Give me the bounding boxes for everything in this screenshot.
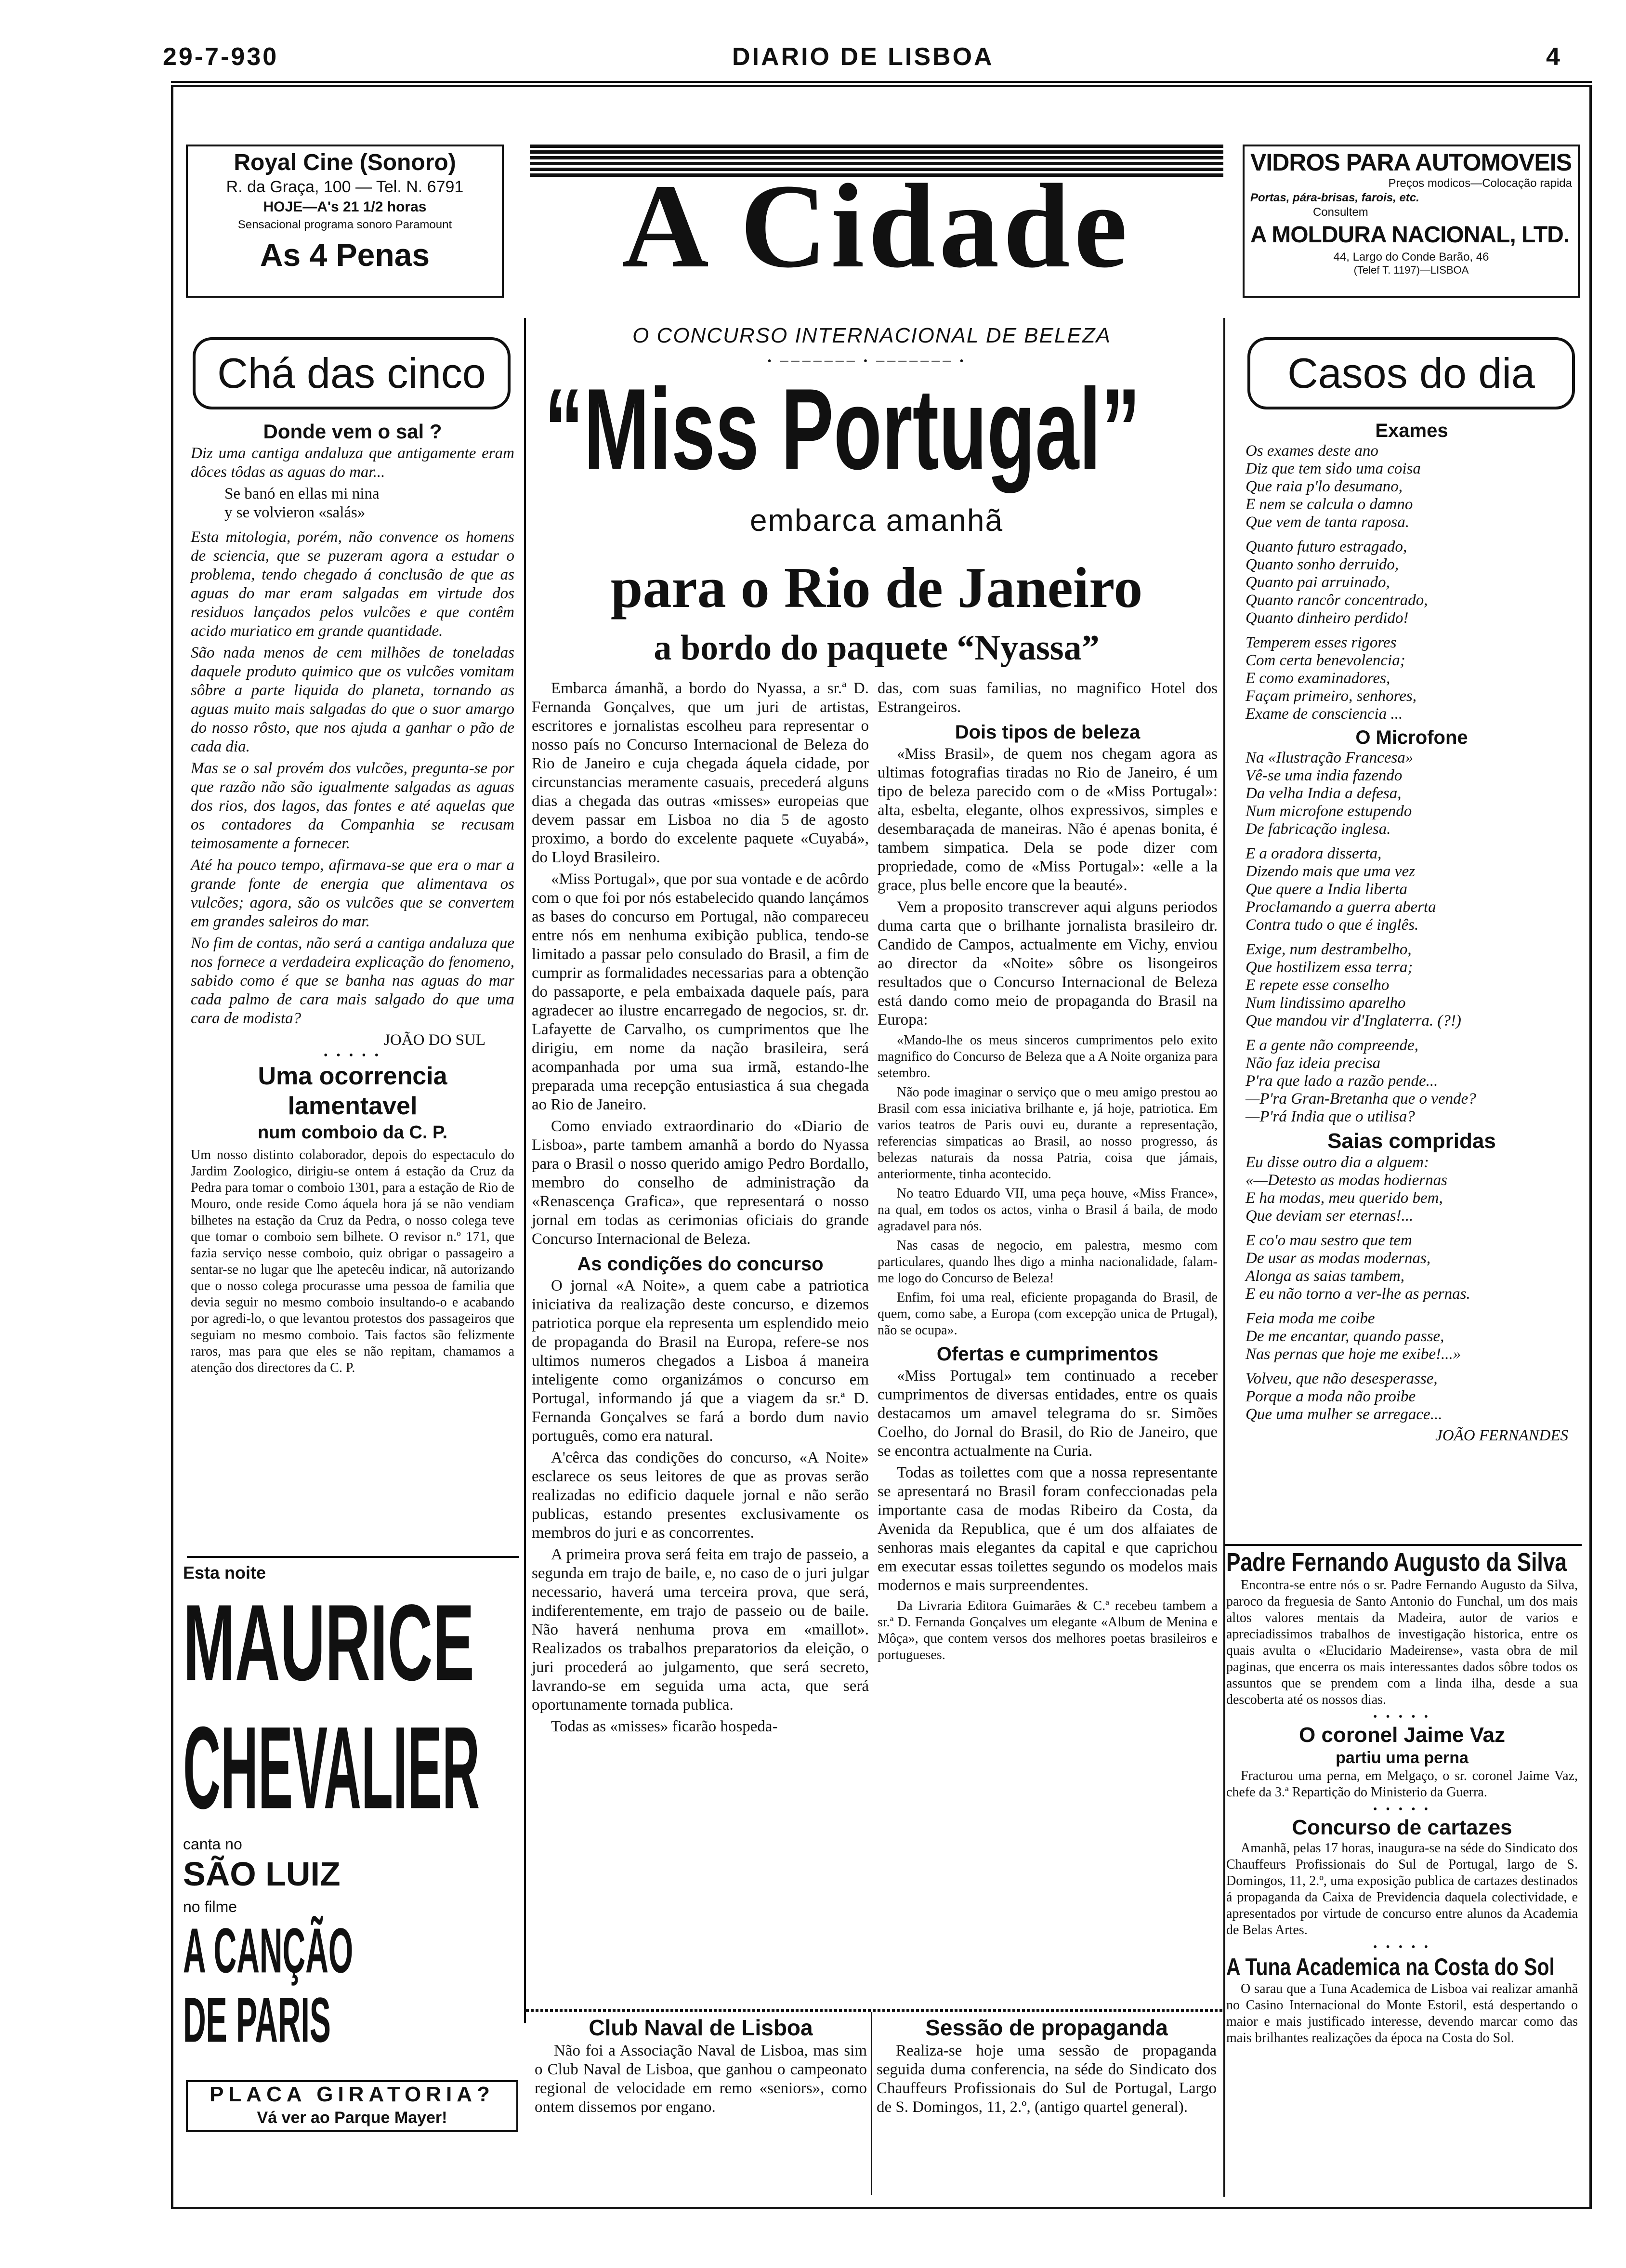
article-p12: Todas as toilettes com que a nossa representante se apresentará no Brasil foram confeccionadas pela importante casa de modas Ribeiro da Costa, da Avenida da Republica, que é um dos alfaiates de senhoras mais elegantes da capital e que caprichou em executar essas toilettes segundo os modelos mais modernos e mais surpreendentes.	[878, 1464, 1218, 1594]
sessao-title: Sessão de propaganda	[925, 2015, 1168, 2040]
verse-7	[1246, 1037, 1578, 1126]
ad-royal-address: R. da Graça, 100 — Tel. N. 6791	[226, 178, 464, 196]
verse-line: De usar as modas modernas,	[1246, 1250, 1431, 1267]
article-p1: Embarca ámanhã, a bordo do Nyassa, a sr.ª D. Fernanda Gonçalves, que um juri de artistas, escritores e jornalistas escolheu para representar o nosso país no Concurso Internacional de Beleza do Rio de Janeiro e cuja chegada áquela cidade, por circunstancias meramente casuais, precederá alguns dias a chegada das outras «misses» europeias que devem passar em Lisboa no dia 5 de agosto proximo, a bordo do excelente paquete «Cuyabá», do Lloyd Brasileiro.	[532, 680, 869, 866]
article-p4: O jornal «A Noite», a quem cabe a patriotica iniciativa da realização deste concurso, e dizemos patriotica porque ela representa um esplendido meio de propaganda do Brasil na Europa, refere-se nos ultimos numeros chegados a Lisboa á maneira inteligente como organizámos o concurso em Portugal, informando já que a viagem da sr.ª D. Fernanda Gonçalves se fará a bordo dum navio português, como era natural.	[532, 1277, 869, 1445]
ad-chevalier	[183, 1561, 520, 2056]
ad-vidros-line3: Consultem	[1313, 206, 1368, 219]
verse-line: Que deviam ser eternas!...	[1246, 1207, 1414, 1225]
divider: • • • • •	[323, 1049, 381, 1062]
club-naval-title: Club Naval de Lisboa	[589, 2015, 813, 2040]
verse-line: E como examinadores,	[1246, 670, 1390, 687]
verse-line: E a gente não compreende,	[1246, 1037, 1418, 1054]
ad-royal-title: Royal Cine (Sonoro)	[234, 150, 456, 175]
letter-p5: Enfim, foi uma real, eficiente propaganda do Brasil, de quem, como sabe, a Europa (com excepção unica de Prtugal), não se ocupa».	[878, 1290, 1218, 1338]
verse-line: Diz que tem sido uma coisa	[1246, 460, 1421, 477]
letter-p1: «Mando-lhe os meus sinceros cumprimentos pelo exito magnifico do Concurso de Beleza que a A Noite organiza para setembro.	[878, 1033, 1218, 1081]
left-p4: Até ha pouco tempo, afirmava-se que era o mar a grande fonte de energia que alimentava os vulcões; agora, são os vulcões que se convertem em grandes saleiros do mar.	[191, 857, 514, 930]
page-date: 29-7-930	[163, 43, 279, 71]
verse-4	[1246, 749, 1578, 838]
ad-vidros-address: 44, Largo do Conde Barão, 46	[1333, 251, 1489, 264]
verse-5	[1246, 845, 1578, 934]
padre-title: Padre Fernando Augusto da Silva	[1226, 1548, 1567, 1577]
sessao-text: Realiza-se hoje uma sessão de propaganda seguida duma conferencia, na séde do Sindicato dos Chauffeurs Profissionais do Sul de Portugal, Largo de S. Domingos, 11, 2.º, (antigo quartel general).	[877, 2042, 1217, 2116]
center-bottom-rule	[526, 2009, 1223, 2012]
section-casos-title: Casos do dia	[1287, 349, 1535, 397]
verse-line: Vê-se uma india fazendo	[1246, 767, 1403, 784]
verse-line: Alonga as saias tambem,	[1246, 1267, 1404, 1285]
coronel-title: O coronel Jaime Vaz	[1299, 1723, 1505, 1747]
article-p5: A'cêrca das condições do concurso, «A Noite» esclarece os seus leitores de que as provas serão realizadas no edificio daquele jornal e não serão publicas, estando presentes exclusivamente os membros do juri e as concorrentes.	[532, 1449, 869, 1542]
ad-royal-time: HOJE—A's 21 1/2 horas	[263, 199, 427, 215]
verse-line: E ha modas, meu querido bem,	[1246, 1189, 1443, 1207]
verse-line: Na «Ilustração Francesa»	[1246, 749, 1414, 766]
right-author: JOÃO FERNANDES	[1435, 1427, 1568, 1444]
verse-line: Num microfone estupendo	[1246, 803, 1412, 820]
article-p2: «Miss Portugal», que por sua vontade e de acôrdo com o que foi por nós estabelecido quando lançámos as bases do concurso em Portugal, não compareceu entre nós em nenhuma exibição publica, tendo-se limitado a passar pelo consulado do Brasil, a fim de cumprir as formalidades necessarias para a obtenção do passaporte, e pela embaixada daquele país, para agradecer ao ilustre encarregado de negocios, sr. dr. Lafayette de Carvalho, os cumprimentos que lhe dirigiu, em nome da nação brasileira, será acompanhada por uma sua irmã, estando-lhe preparada uma recepção entusiastica á sua chegada ao Rio de Janeiro.	[532, 870, 869, 1113]
subhead-tipos: Dois tipos de beleza	[955, 722, 1141, 743]
verse-line: Quanto rancôr concentrado,	[1246, 592, 1428, 609]
center-col-b	[878, 679, 1218, 1666]
ad-vidros-line2: Portas, pára-brisas, farois, etc.	[1250, 191, 1419, 204]
right-lower	[1226, 1547, 1578, 2049]
verse-line: Feia moda me coibe	[1246, 1310, 1375, 1327]
article-p3: Como enviado extraordinario do «Diario de Lisboa», parte tambem amanhã a bordo do Nyassa para o Brasil o nosso querido amigo Pedro Bordallo, membro do conselho de administração da «Renascença Grafica», que representará o nosso jornal em todas as cerimonias oficiais do grande Concurso Internacional de Beleza.	[532, 1118, 869, 1248]
subhead-condicoes: As condições do concurso	[577, 1253, 824, 1275]
verse-line: Exame de consciencia ...	[1246, 705, 1403, 723]
verse-line: Temperem esses rigores	[1246, 634, 1397, 651]
verse-line: Quanto futuro estragado,	[1246, 538, 1407, 555]
cartazes-text: Amanhã, pelas 17 horas, inaugura-se na séde do Sindicato dos Chauffeurs Profissionais do Sul de Portugal, largo de S. Domingos, 11, 2.º, uma exposição publica de cartazes destinados á propaganda da Caixa de Previdencia daquela colectividade, e apresentados por virtude de concurso entre alunos da Academia de Belas Artes.	[1226, 1841, 1578, 1938]
padre-text: Encontra-se entre nós o sr. Padre Fernando Augusto da Silva, paroco da freguesia de Santo Antonio do Funchal, um dos mais altos valores mentais da Madeira, autor de varios e apreciadissimos trabalhos de investigação historica, entre os quais avulta o «Elucidario Madeirense», vasta obra de mil paginas, que encerra os mais interessantes dados sôbre todos os assuntos que se prendem com a linda ilha, desde a sua descoberta até os nossos dias.	[1226, 1578, 1578, 1707]
ad-placa	[186, 2080, 518, 2132]
verse-line: Quanto dinheiro perdido!	[1246, 609, 1409, 627]
ad-placa-goto: Vá ver ao Parque Mayer!	[257, 2109, 447, 2127]
verse-line: Que quere a India liberta	[1246, 881, 1408, 898]
verse-line: Não faz ideia precisa	[1246, 1055, 1381, 1072]
verse-line: Num lindissimo aparelho	[1246, 994, 1406, 1012]
verse-line: Quanto sonho derruido,	[1246, 556, 1399, 573]
verse-line: E nem se calcula o damno	[1246, 496, 1413, 513]
left-p3: Mas se o sal provém dos vulcões, pregunta-se por que razão não são igualmente salgadas as aguas dos rios, dos lagos, das fontes e até aquelas que os contadores da Companhia se recusam teimosamente a fornecer.	[191, 760, 514, 852]
verse-11	[1246, 1370, 1578, 1424]
column-rule-1	[524, 318, 526, 2023]
kicker-divider: • ─────── • ─────── •	[767, 355, 967, 368]
coronel-text: Fracturou uma perna, em Melgaço, o sr. coronel Jaime Vaz, chefe da 3.ª Repartição do Ministerio da Guerra.	[1226, 1768, 1578, 1800]
ad-name-2: CHEVALIER	[183, 1702, 480, 1833]
letter-p4: Nas casas de negocio, em palestra, mesmo com particulares, quando lhes digo a minha nacionalidade, falam-me logo do Concurso de Beleza!	[878, 1238, 1218, 1286]
ad-tonight: Esta noite	[183, 1563, 266, 1582]
verse-line: De fabricação inglesa.	[1246, 820, 1391, 838]
center-col-a	[532, 679, 869, 1739]
right-lower-rule	[1225, 1544, 1582, 1546]
section-cha-title: Chá das cinco	[217, 349, 486, 397]
verse-line: —P'ra Gran-Bretanha que o vende?	[1246, 1090, 1476, 1108]
left-p2: São nada menos de cem milhões de toneladas daquele produto quimico que os vulcões vomitam sôbre a parte liquida do planeta, tornando as aguas muito mais salgadas do que o suor amargo do nosso rôsto, que nos ajuda a ganhar o pão de cada dia.	[191, 644, 514, 755]
verse-line: Façam primeiro, senhores,	[1246, 687, 1417, 705]
verse-line: Da velha India a defesa,	[1246, 785, 1402, 802]
center-sub1: embarca amanhã	[749, 503, 1004, 538]
verse-1	[1246, 442, 1578, 531]
article-p11: «Miss Portugal» tem continuado a receber cumprimentos de diversas entidades, entre os quais destacamos um amavel telegrama do sr. Simões Coelho, do Jornal do Brasil, do Rio de Janeiro, que se encontra actualmente na Curia.	[878, 1367, 1218, 1460]
ad-vidros-tel: (Telef T. 1197)—LISBOA	[1353, 264, 1469, 276]
club-naval	[535, 2014, 867, 2120]
right-column	[1246, 419, 1578, 1445]
masthead-box	[530, 145, 1223, 299]
article-p6: A primeira prova será feita em trajo de passeio, a segunda em trajo de baile, e, no caso de o juri julgar necessario, haverá uma terceira prova, que será, indiferentemente, em trajo de passeio ou de baile. Não haverá nenhuma prova em «maillot». Realizados os trabalhos preparatorios da eleição, o juri procederá ao julgamento, que será secreto, lavrando-se em seguida uma acta, que será oportunamente tornada publica.	[532, 1546, 869, 1714]
verse-line: E co'o mau sestro que tem	[1246, 1232, 1412, 1249]
verse-line: Contra tudo o que é inglês.	[1246, 916, 1419, 934]
left-title: Donde vem o sal ?	[263, 420, 442, 443]
verse-line: Dizendo mais que uma vez	[1246, 863, 1415, 880]
tuna-title: A Tuna Academica na Costa do Sol	[1226, 1953, 1555, 1980]
verse-8	[1246, 1154, 1578, 1225]
verse-line: De me encantar, quando passe,	[1246, 1328, 1444, 1345]
ad-film: A CANÇÃO DE PARIS	[183, 1915, 354, 2056]
left-column	[191, 419, 514, 1379]
verse-line: Quanto pai arruinado,	[1246, 574, 1390, 591]
ad-venue: SÃO LUIZ	[183, 1855, 341, 1893]
ad-royal-film: As 4 Penas	[260, 237, 430, 273]
subhead-ofertas: Ofertas e cumprimentos	[936, 1344, 1159, 1365]
center-kicker: O CONCURSO INTERNACIONAL DE BELEZA	[632, 324, 1111, 347]
tuna-text: O sarau que a Tuna Academica de Lisboa vai realizar amanhã no Casino Internacional do Monte Estoril, está despertando o maior e mais justificado interesse, devendo marcar como das mais brilhantes realizações da época na Costa do Sol.	[1226, 1981, 1578, 2045]
section-cha-das-cinco	[193, 337, 511, 409]
verse-line: E repete esse conselho	[1246, 976, 1390, 994]
ad-placa-title: PLACA GIRATORIA?	[210, 2083, 495, 2106]
center-headline: “Miss Portugal”	[544, 364, 1141, 494]
verse-line: Porque a moda não proibe	[1246, 1388, 1416, 1405]
left-story-title: Uma ocorrencia lamentavel	[258, 1062, 447, 1120]
letter-p2: Não pode imaginar o serviço que o meu amigo prestou ao Brasil com essa iniciativa brilhante e, já hoje, patriotica. Em varios teatros de Paris ouvi eu, durante a representação, referencias simpaticas ao Brasil, ao nosso progresso, ás belezas naturais da nossa Patria, coisa que jámais, anteriormente, tinha acontecido.	[878, 1085, 1218, 1182]
left-p1: Esta mitologia, porém, não convence os homens de sciencia, que se puzeram agora a estudar o problema, tendo chegado á conclusão de que as aguas do mar eram salgadas em virtude dos residuos lançados pelos vulcões e que contêm acido muriatico em grande quantidade.	[191, 528, 514, 640]
sessao-propaganda	[877, 2014, 1217, 2120]
section-casos-do-dia	[1247, 337, 1575, 409]
article-p13: Da Livraria Editora Guimarães & C.ª recebeu tambem a sr.ª D. Fernanda Gonçalves um elegante «Album de Menina e Môça», que contem versos dos melhores poetas brasileiros e portugueses.	[878, 1598, 1218, 1662]
left-verse2: y se volvieron «salás»	[224, 504, 366, 521]
newspaper-name: DIARIO DE LISBOA	[732, 43, 994, 71]
verse-line: Exige, num destrambelho,	[1246, 941, 1412, 958]
article-p8: das, com suas familias, no magnifico Hotel dos Estrangeiros.	[878, 680, 1218, 716]
ad-royal-cine	[186, 145, 504, 298]
verse-line: Volveu, que não desesperasse,	[1246, 1370, 1438, 1387]
verse-line: Que mandou vir d'Inglaterra. (?!)	[1246, 1012, 1461, 1029]
left-story-text: Um nosso distinto colaborador, depois do espectaculo do Jardim Zoologico, dirigiu-se ontem á estação da Cruz da Pedra para tomar o comboio 1301, para a estação de Rio de Mouro, onde reside Como áquela hora já se não vendiam bilhetes na estação da Cruz da Pedra, o nosso colega teve que tomar o comboio sem bilhete. O revisor n.º 171, que fazia serviço nesse comboio, quiz obrigar o passageiro a sentar-se no lugar que lhe apetecêu indicar, nã autorizando que o nosso colega procurasse uma pessoa de familia que devia seguir no mesmo comboio insultando-o e acabando por agredi-lo, o que levantou protestos dos passageiros que seguiam no mesmo comboio. Tais factos são felizmente raros, mas para que eles se não repitam, chamamos a atenção dos directores da C. P.	[191, 1147, 514, 1375]
verse-line: Os exames deste ano	[1246, 442, 1378, 460]
verse-line: «—Detesto as modas hodiernas	[1246, 1172, 1447, 1189]
verse-line: Que hostilizem essa terra;	[1246, 959, 1413, 976]
verse-line: E eu não torno a ver-lhe as pernas.	[1246, 1285, 1470, 1303]
divider: • • • • •	[1373, 1803, 1431, 1816]
verse-6	[1246, 941, 1578, 1030]
center-sub3: a bordo do paquete “Nyassa”	[654, 628, 1100, 668]
verse-line: Que raia p'lo desumano,	[1246, 478, 1403, 495]
left-p5: No fim de contas, não será a cantiga andaluza que nos fornece a verdadeira explicação do fenomeno, sabido como é que se banha nas aguas do mar cada palmo de cara mais salgado do que uma cara de modista?	[191, 935, 514, 1027]
left-intro: Diz uma cantiga andaluza que antigamente eram dôces tôdas as aguas do mar...	[191, 445, 514, 481]
article-p7: Todas as «misses» ficarão hospeda-	[551, 1718, 778, 1735]
ad-in-film: no filme	[183, 1898, 237, 1915]
divider: • • • • •	[1373, 1941, 1431, 1953]
verse-2	[1246, 538, 1578, 627]
masthead-title: A Cidade	[622, 159, 1131, 293]
left-verse1: Se banó en ellas mi nina	[224, 485, 380, 502]
center-sub2: para o Rio de Janeiro	[610, 555, 1143, 620]
coronel-sub: partiu uma perna	[1336, 1749, 1469, 1767]
ad-vidros-line1: Preços modicos—Colocação rapida	[1388, 177, 1572, 190]
letter-p3: No teatro Eduardo VII, uma peça houve, «Miss France», na qual, em todos os actos, vinha o Brasil á baila, de modo agradavel para nós.	[878, 1186, 1218, 1234]
left-author: JOÃO DO SUL	[384, 1031, 485, 1049]
verse-line: E a oradora disserta,	[1246, 845, 1382, 862]
right-title-saias: Saias compridas	[1327, 1129, 1496, 1153]
verse-line: Eu disse outro dia a alguem:	[1246, 1154, 1429, 1171]
center-split-rule	[871, 2012, 872, 2195]
verse-line: Nas pernas que hoje me exibe!...»	[1246, 1345, 1461, 1363]
verse-line: Com certa benevolencia;	[1246, 652, 1405, 669]
ad-royal-program: Sensacional programa sonoro Paramount	[237, 218, 452, 231]
ad-sings: canta no	[183, 1835, 242, 1853]
header-rule	[171, 81, 1592, 83]
ad-name-1: MAURICE	[183, 1582, 474, 1703]
cartazes-title: Concurso de cartazes	[1292, 1816, 1512, 1839]
right-title-exames: Exames	[1375, 420, 1448, 441]
verse-line: Proclamando a guerra aberta	[1246, 898, 1436, 916]
divider: • • • • •	[1373, 1711, 1431, 1723]
verse-10	[1246, 1310, 1578, 1363]
verse-line: Que uma mulher se arregace...	[1246, 1406, 1442, 1423]
verse-line: Que vem de tanta raposa.	[1246, 514, 1410, 531]
ad-vidros-company: A MOLDURA NACIONAL, LTD.	[1250, 222, 1570, 248]
column-rule-2	[1223, 318, 1225, 2197]
club-naval-text: Não foi a Associação Naval de Lisboa, mas sim o Club Naval de Lisboa, que ganhou o campeonato regional de velocidade em remo «seniors», como ontem dissemos por engano.	[535, 2042, 867, 2116]
verse-line: P'ra que lado a razão pende...	[1246, 1072, 1438, 1090]
article-p10: Vem a proposito transcrever aqui alguns periodos duma carta que o brilhante jornalista brasileiro dr. Candido de Campos, actualmente em Vichy, enviou ao director da «Noite» sôbre os lisongeiros resultados que o Concurso Internacional de Beleza está dando como meio de propaganda do Brasil na Europa:	[878, 898, 1218, 1029]
page-number: 4	[1546, 43, 1562, 71]
article-p9: «Miss Brasil», de quem nos chegam agora as ultimas fotografias tiradas no Rio de Janeiro, é um tipo de beleza parecido com o de «Miss Portugal»: alta, esbelta, elegante, olhos expressivos, simples e desembaraçada de maneiras. Não é apenas bonita, é tambem simpatica. Dela se pode dizer com propriedade, como de «Miss Portugal»: «elle a la grace, plus belle encore que la beauté».	[878, 745, 1218, 894]
ad-vidros-title: VIDROS PARA AUTOMOVEIS	[1250, 149, 1572, 176]
verse-3	[1246, 634, 1578, 723]
left-story-sub: num comboio da C. P.	[257, 1122, 448, 1143]
verse-9	[1246, 1232, 1578, 1303]
left-ad-rule	[187, 1556, 519, 1558]
right-title-microfone: O Microfone	[1355, 727, 1468, 748]
verse-line: —P'rá India que o utilisa?	[1246, 1108, 1415, 1125]
ad-vidros	[1243, 145, 1580, 298]
